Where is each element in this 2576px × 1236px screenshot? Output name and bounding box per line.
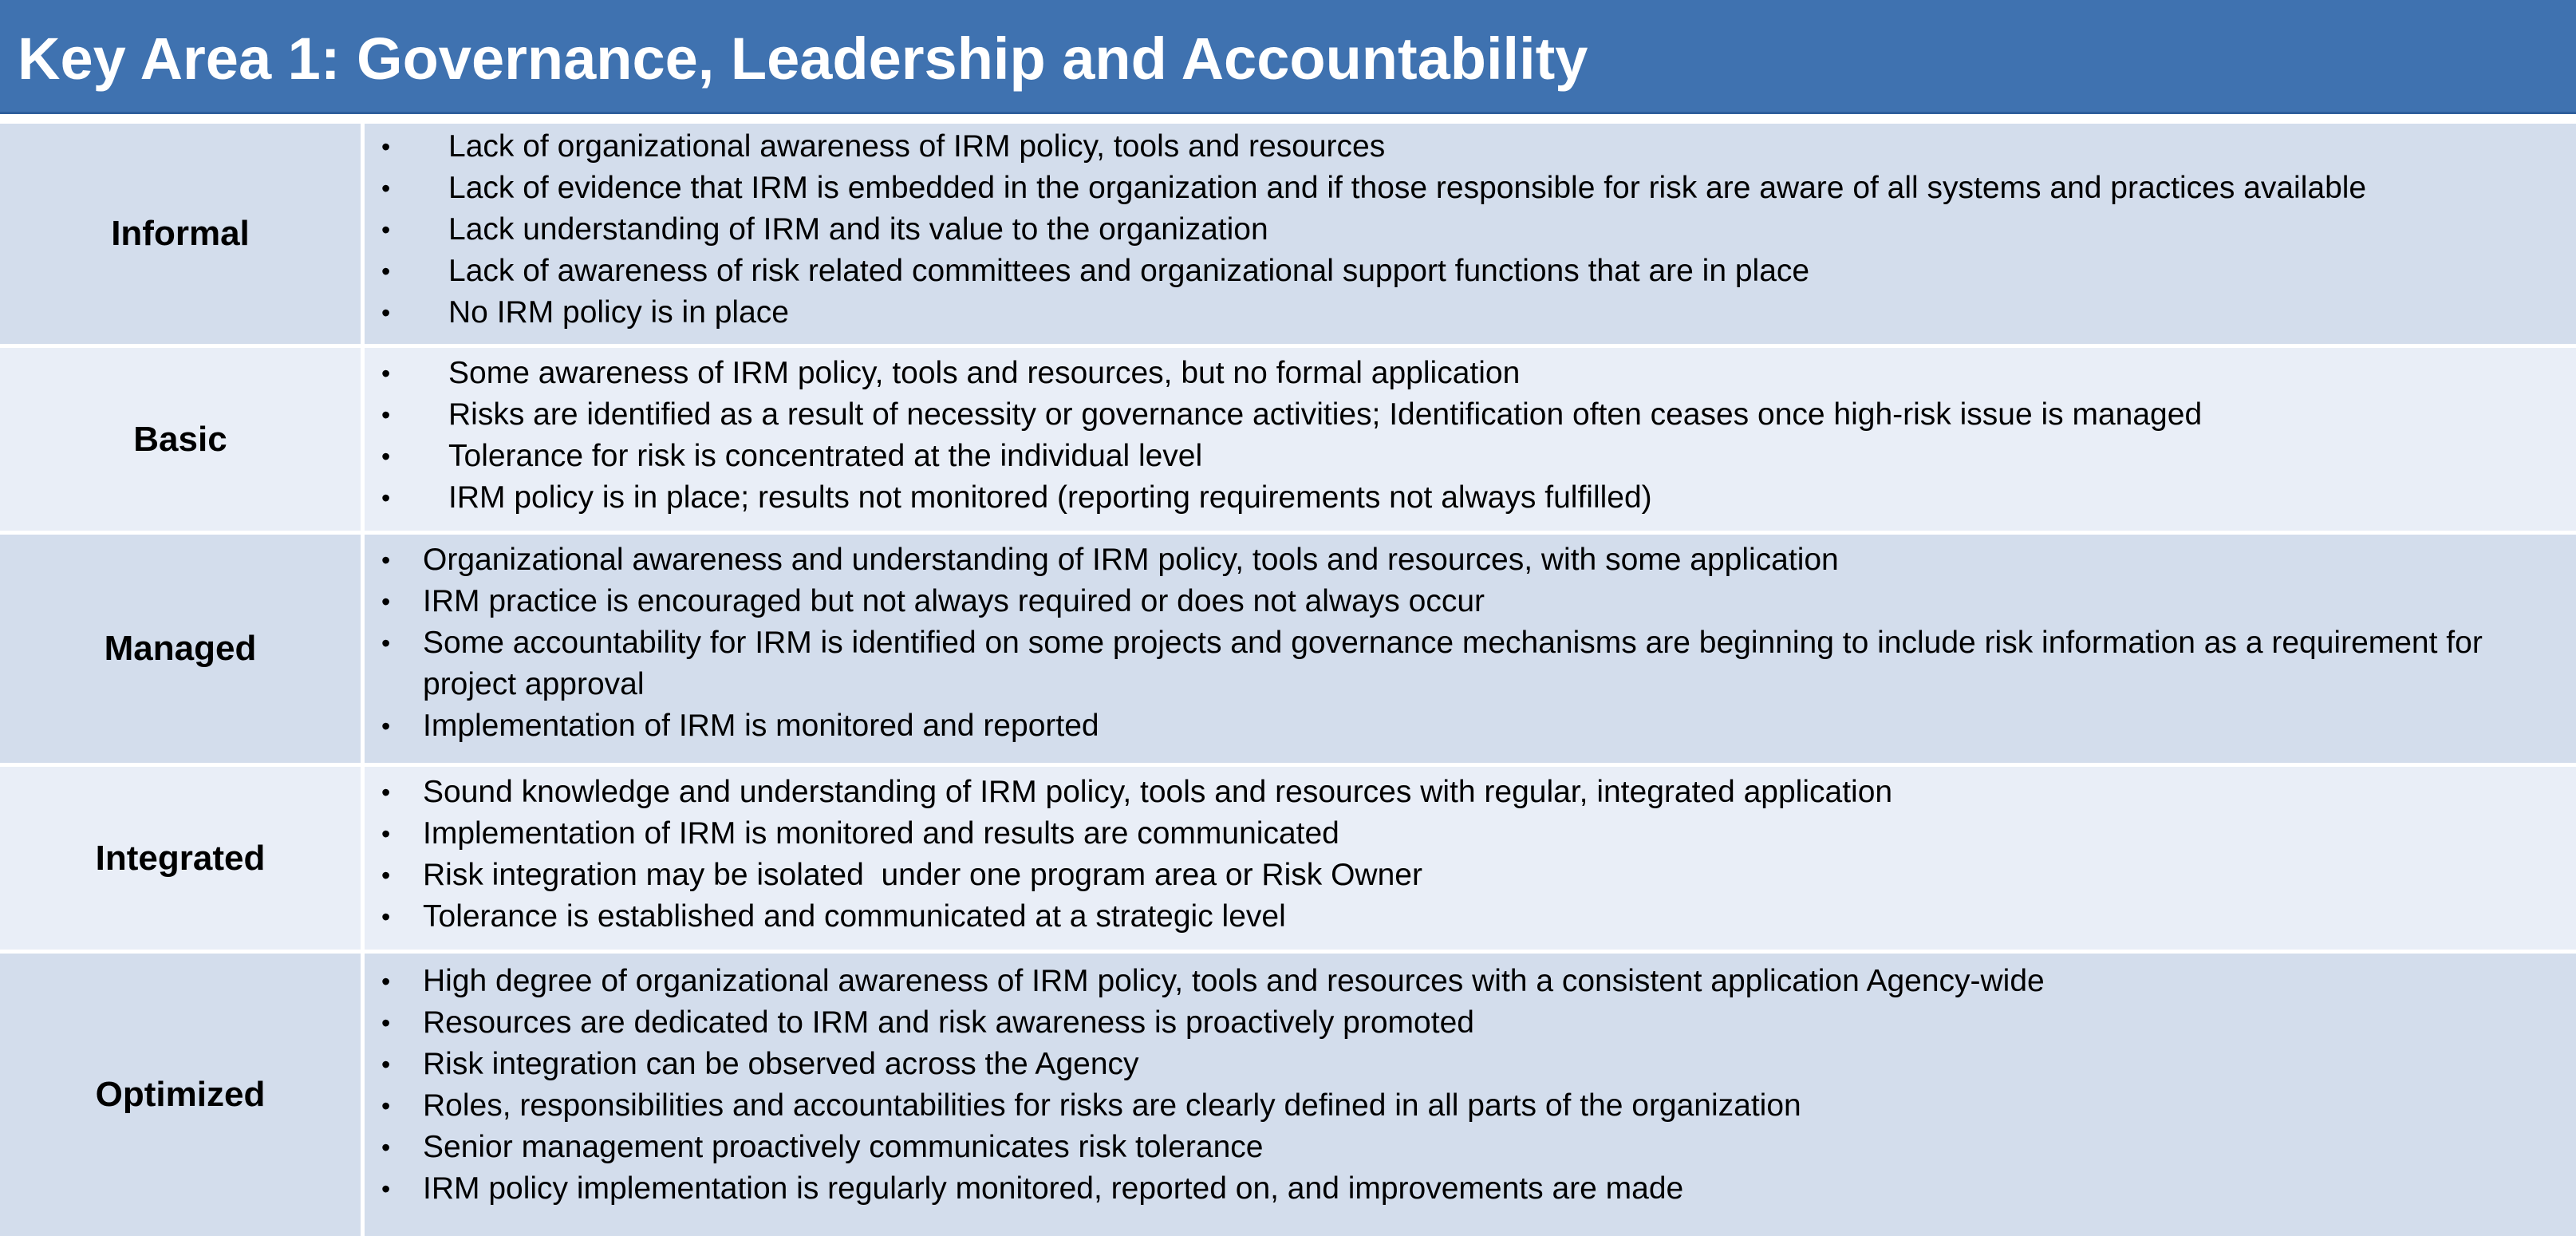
list-item: • Implementation of IRM is monitored and results are communicated <box>381 813 2551 855</box>
bullet-icon: • <box>381 902 391 931</box>
column-divider <box>361 124 365 344</box>
bullet-icon: • <box>381 442 391 471</box>
list-item: • Risk integration can be observed across the Agency <box>381 1044 2551 1085</box>
bullet-icon: • <box>381 215 391 244</box>
level-label-optimized: Optimized <box>95 1075 266 1114</box>
list-item: • Tolerance is established and communicated at a strategic level <box>381 896 2551 938</box>
list-item: • Lack of awareness of risk related committees and organizational support functions that are in place <box>381 251 2551 292</box>
list-item: • Risk integration may be isolated under one program area or Risk Owner <box>381 855 2551 896</box>
level-items-integrated <box>381 772 2551 938</box>
bullet-icon: • <box>381 257 391 286</box>
bullet-icon: • <box>381 629 391 657</box>
bullet-icon: • <box>381 967 391 996</box>
title-bar <box>0 0 2576 114</box>
list-item: • Sound knowledge and understanding of IRM policy, tools and resources with regular, integrated application <box>381 772 2551 813</box>
bullet-icon: • <box>381 1009 391 1037</box>
level-row-basic <box>0 348 2576 531</box>
bullet-icon: • <box>381 861 391 890</box>
bullet-icon: • <box>381 819 391 848</box>
list-item: • High degree of organizational awareness of IRM policy, tools and resources with a consistent application Agency-wide <box>381 961 2551 1002</box>
level-items-managed <box>381 539 2551 747</box>
level-row-optimized <box>0 954 2576 1236</box>
level-label-managed: Managed <box>104 629 257 668</box>
bullet-icon: • <box>381 484 391 512</box>
level-label-basic: Basic <box>133 419 227 459</box>
level-items-basic <box>381 353 2551 519</box>
bullet-icon: • <box>381 359 391 388</box>
bullet-icon: • <box>381 132 391 161</box>
level-row-managed <box>0 535 2576 763</box>
bullet-icon: • <box>381 778 391 807</box>
bullet-icon: • <box>381 1050 391 1079</box>
list-item: • Lack of organizational awareness of IRM policy, tools and resources <box>381 126 2551 168</box>
column-divider <box>361 954 365 1236</box>
level-row-informal <box>0 124 2576 344</box>
list-item: • No IRM policy is in place <box>381 292 2551 334</box>
title-gap <box>0 114 2576 124</box>
list-item: • Roles, responsibilities and accountabilities for risks are clearly defined in all parts of the organization <box>381 1085 2551 1127</box>
list-item: • IRM practice is encouraged but not always required or does not always occur <box>381 581 2551 622</box>
list-item: • Risks are identified as a result of necessity or governance activities; Identification often ceases once high-risk issue is managed <box>381 394 2551 436</box>
level-items-informal <box>381 126 2551 334</box>
column-divider <box>361 535 365 763</box>
bullet-icon: • <box>381 174 391 203</box>
bullet-icon: • <box>381 1175 391 1203</box>
bullet-icon: • <box>381 298 391 327</box>
column-divider <box>361 767 365 950</box>
level-label-integrated: Integrated <box>95 838 266 878</box>
bullet-icon: • <box>381 1092 391 1120</box>
list-item: • Senior management proactively communicates risk tolerance <box>381 1127 2551 1168</box>
column-divider <box>361 348 365 531</box>
bullet-icon: • <box>381 546 391 575</box>
page-title: Key Area 1: Governance, Leadership and Accountability <box>18 26 1588 92</box>
list-item: • IRM policy is in place; results not monitored (reporting requirements not always fulfilled) <box>381 477 2551 519</box>
list-item: • Implementation of IRM is monitored and reported <box>381 705 2551 747</box>
bullet-icon: • <box>381 587 391 616</box>
list-item: • Lack of evidence that IRM is embedded in the organization and if those responsible for risk are aware of all systems and practices available <box>381 168 2551 209</box>
list-item: • Tolerance for risk is concentrated at the individual level <box>381 436 2551 477</box>
list-item: • IRM policy implementation is regularly monitored, reported on, and improvements are made <box>381 1168 2551 1210</box>
level-label-informal: Informal <box>111 214 250 253</box>
bullet-icon: • <box>381 1133 391 1162</box>
bullet-icon: • <box>381 401 391 429</box>
bullet-icon: • <box>381 712 391 740</box>
list-item: • Lack understanding of IRM and its value to the organization <box>381 209 2551 251</box>
level-items-optimized <box>381 961 2551 1210</box>
list-item: • Some accountability for IRM is identified on some projects and governance mechanisms are beginning to include risk information as a requirement for project approval <box>381 622 2551 705</box>
list-item: • Some awareness of IRM policy, tools and resources, but no formal application <box>381 353 2551 394</box>
list-item: • Organizational awareness and understanding of IRM policy, tools and resources, with some application <box>381 539 2551 581</box>
list-item: • Resources are dedicated to IRM and risk awareness is proactively promoted <box>381 1002 2551 1044</box>
level-row-integrated <box>0 767 2576 950</box>
